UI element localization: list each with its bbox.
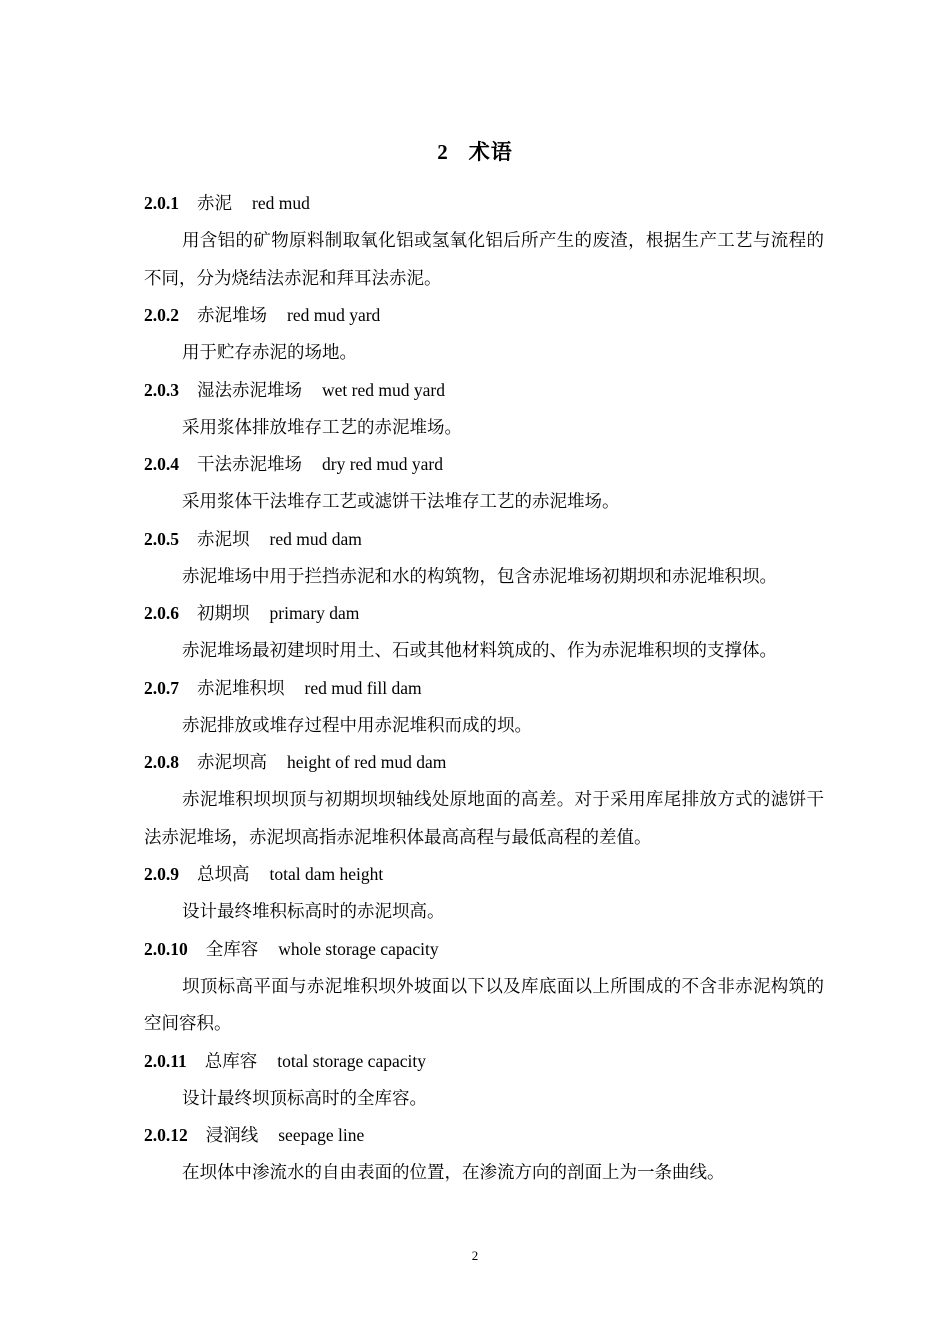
term-english: red mud (252, 193, 310, 213)
term-number: 2.0.2 (144, 305, 179, 325)
term-entry (144, 931, 824, 1043)
term-chinese: 赤泥堆积坝 (197, 677, 285, 698)
term-heading (144, 521, 824, 558)
term-chinese: 干法赤泥堆场 (197, 454, 302, 474)
term-english: primary dam (269, 603, 360, 623)
term-entry (144, 856, 824, 931)
term-entry (144, 521, 824, 596)
term-definition: 设计最终堆积标高时的赤泥坝高。 (182, 901, 445, 921)
term-definition: 在坝体中渗流水的自由表面的位置，在渗流方向的剖面上为一条曲线。 (182, 1162, 725, 1182)
term-number: 2.0.11 (144, 1050, 187, 1071)
term-entry (144, 185, 824, 297)
chapter-title (0, 136, 950, 166)
term-english: height of red mud dam (287, 752, 447, 772)
term-english: total dam height (269, 864, 384, 884)
term-number: 2.0.12 (144, 1125, 188, 1145)
term-definition: 设计最终坝顶标高时的全库容。 (182, 1087, 427, 1108)
term-english: total storage capacity (277, 1050, 426, 1071)
term-english: red mud yard (287, 305, 381, 325)
term-heading (144, 372, 824, 409)
term-definition: 采用浆体排放堆存工艺的赤泥堆场。 (182, 416, 462, 437)
term-number: 2.0.8 (144, 752, 179, 772)
term-entry (144, 744, 824, 856)
terms-list (144, 185, 824, 1192)
term-chinese: 总坝高 (197, 864, 250, 884)
term-number: 2.0.4 (144, 454, 179, 474)
term-heading (144, 1043, 824, 1080)
term-number: 2.0.10 (144, 938, 188, 959)
term-number: 2.0.5 (144, 528, 179, 549)
term-entry (144, 1117, 824, 1192)
term-heading (144, 185, 824, 222)
term-number: 2.0.6 (144, 603, 179, 623)
term-heading (144, 446, 824, 483)
term-entry (144, 595, 824, 670)
term-heading (144, 595, 824, 632)
term-number: 2.0.9 (144, 864, 179, 884)
term-entry (144, 1043, 824, 1118)
term-chinese: 湿法赤泥堆场 (197, 379, 302, 400)
term-entry (144, 670, 824, 745)
term-entry (144, 297, 824, 372)
term-number: 2.0.3 (144, 379, 179, 400)
term-definition: 采用浆体干法堆存工艺或滤饼干法堆存工艺的赤泥堆场。 (182, 491, 620, 511)
term-chinese: 浸润线 (205, 1125, 259, 1145)
term-definition: 赤泥堆场中用于拦挡赤泥和水的构筑物，包含赤泥堆场初期坝和赤泥堆积坝。 (182, 565, 777, 586)
term-english: dry red mud yard (322, 454, 444, 474)
term-definition: 赤泥堆积坝坝顶与初期坝坝轴线处原地面的高差。对于采用库尾排放方式的滤饼干法赤泥堆场，赤泥坝高指赤泥堆积体最高高程与最低高程的差值。 (144, 789, 824, 847)
term-chinese: 赤泥 (197, 193, 232, 213)
term-definition: 坝顶标高平面与赤泥堆积坝外坡面以下以及库底面以上所围成的不含非赤泥构筑的空间容积。 (144, 975, 824, 1033)
term-heading (144, 744, 824, 781)
term-chinese: 总库容 (204, 1050, 258, 1071)
term-number: 2.0.1 (144, 193, 179, 213)
term-definition: 赤泥堆场最初建坝时用土、石或其他材料筑成的、作为赤泥堆积坝的支撑体。 (182, 640, 777, 660)
term-chinese: 赤泥堆场 (197, 305, 267, 325)
term-heading (144, 297, 824, 334)
term-number: 2.0.7 (144, 677, 179, 698)
term-english: red mud fill dam (304, 677, 422, 698)
term-heading (144, 931, 824, 968)
term-definition: 用于贮存赤泥的场地。 (182, 342, 357, 362)
term-chinese: 赤泥坝高 (197, 752, 267, 772)
page-number: 2 (471, 1248, 479, 1263)
term-chinese: 赤泥坝 (197, 528, 250, 549)
term-entry (144, 446, 824, 521)
term-english: whole storage capacity (278, 938, 439, 959)
chapter-heading: 术语 (468, 140, 513, 164)
term-heading (144, 856, 824, 893)
term-chinese: 全库容 (205, 938, 259, 959)
term-definition: 赤泥排放或堆存过程中用赤泥堆积而成的坝。 (182, 714, 532, 735)
chapter-number: 2 (437, 140, 449, 164)
term-english: seepage line (278, 1125, 365, 1145)
term-heading (144, 670, 824, 707)
term-definition: 用含铝的矿物原料制取氧化铝或氢氧化铝后所产生的废渣，根据生产工艺与流程的不同，分为烧结法赤泥和拜耳法赤泥。 (144, 230, 824, 288)
term-heading (144, 1117, 824, 1154)
term-english: red mud dam (269, 528, 362, 549)
term-english: wet red mud yard (322, 379, 445, 400)
term-chinese: 初期坝 (197, 603, 250, 623)
term-entry (144, 372, 824, 447)
